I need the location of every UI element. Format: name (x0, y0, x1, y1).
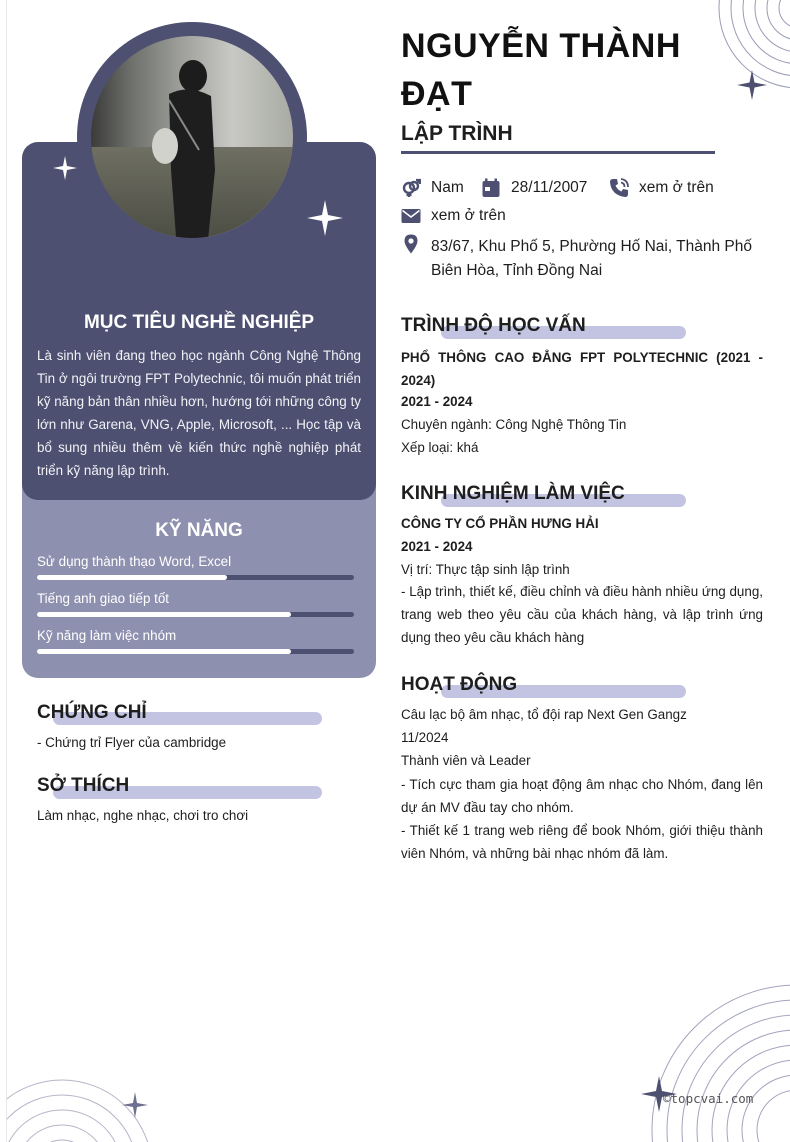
phone-value: xem ở trên (639, 179, 714, 196)
hobbies-text: Làm nhạc, nghe nhạc, chơi tro chơi (37, 808, 249, 823)
activity-role: Thành viên và Leader (401, 753, 531, 768)
skill-bar-fill (37, 649, 291, 654)
skill-label: Tiếng anh giao tiếp tốt (37, 591, 170, 606)
objective-text: Là sinh viên đang theo học ngành Công Nghệ Thông Tin ở ngôi trường FPT Polytechnic, tôi muốn phát triển kỹ năng bản thân nhiều hơn, hướng tới những công ty lớn như Garena, VNG, Apple, Microsoft, ... Học tập và bổ sung nhiều thêm về kiến thức nghề nghiệp phát triển kỹ năng lập trình. (37, 348, 361, 478)
avatar-person (149, 50, 219, 238)
experience-company: CÔNG TY CỔ PHẦN HƯNG HẢI (401, 516, 599, 531)
experience-position: Vị trí: Thực tập sinh lập trình (401, 562, 570, 577)
certificate-item: - Chứng trỉ Flyer của cambridge (37, 735, 227, 750)
sparkle-icon (737, 70, 767, 100)
activities-title: HOẠT ĐỘNG (401, 674, 518, 695)
skill-label: Kỹ năng làm việc nhóm (37, 628, 177, 643)
cv-page (6, 0, 790, 1142)
location-icon (401, 234, 421, 254)
education-major: Chuyên ngành: Công Nghệ Thông Tin (401, 417, 627, 432)
corner-arcs-bottom-right (647, 960, 790, 1142)
education-grade: Xếp loại: khá (401, 440, 479, 455)
education-title: TRÌNH ĐỘ HỌC VẤN (401, 315, 586, 336)
hobbies-title: SỞ THÍCH (37, 775, 130, 796)
gender-icon (401, 178, 421, 198)
certificates-title: CHỨNG CHỈ (37, 702, 147, 723)
sparkle-icon (122, 1092, 148, 1118)
role-divider (401, 151, 715, 154)
skill-bar (37, 649, 354, 654)
dob-value: 28/11/2007 (511, 179, 588, 196)
gender-value: Nam (431, 179, 464, 196)
activity-item: - Tích cực tham gia hoạt động âm nhạc cho Nhóm, đang lên dự án MV đầu tay cho nhóm. (401, 777, 763, 815)
watermark: ©topcvai.com (663, 1091, 754, 1106)
avatar (91, 36, 293, 238)
skill-label: Sử dụng thành thạo Word, Excel (37, 554, 232, 569)
skill-bar-fill (37, 575, 227, 580)
activity-date: 11/2024 (401, 730, 449, 745)
experience-description: - Lập trình, thiết kế, điều chỉnh và điều hành nhiều ứng dụng, trang web theo yêu cầu của khách hàng, và lập trình ứng dụng theo yêu cầu khách hàng (401, 584, 763, 645)
candidate-name: NGUYỄN THÀNH ĐẠT (401, 27, 681, 113)
candidate-role: LẬP TRÌNH (401, 122, 513, 145)
experience-title: KINH NGHIỆM LÀM VIỆC (401, 483, 625, 504)
activity-item: - Thiết kế 1 trang web riêng để book Nhóm, giới thiệu thành viên Nhóm, và những bài nhạc nhóm đã làm. (401, 823, 763, 861)
phone-icon (609, 178, 629, 198)
address-value: 83/67, Khu Phố 5, Phường Hố Nai, Thành Phố Biên Hòa, Tỉnh Đồng Nai (431, 238, 752, 279)
email-value: xem ở trên (431, 207, 506, 224)
skill-bar (37, 612, 354, 617)
education-period: 2021 - 2024 (401, 394, 473, 409)
sparkle-icon (53, 156, 77, 180)
objective-title: MỤC TIÊU NGHỀ NGHIỆP (83, 312, 315, 333)
education-school: PHỔ THÔNG CAO ĐẲNG FPT POLYTECHNIC (2021 - 2024) (401, 350, 763, 388)
email-icon (401, 206, 421, 226)
calendar-icon (481, 178, 501, 198)
activity-organization: Câu lạc bộ âm nhạc, tổ đội rap Next Gen Gangz (401, 707, 687, 722)
experience-period: 2021 - 2024 (401, 539, 473, 554)
skill-bar (37, 575, 354, 580)
skills-title: KỸ NĂNG (155, 520, 243, 541)
skill-bar-fill (37, 612, 291, 617)
skills-card (22, 470, 376, 678)
sparkle-icon (307, 200, 343, 236)
